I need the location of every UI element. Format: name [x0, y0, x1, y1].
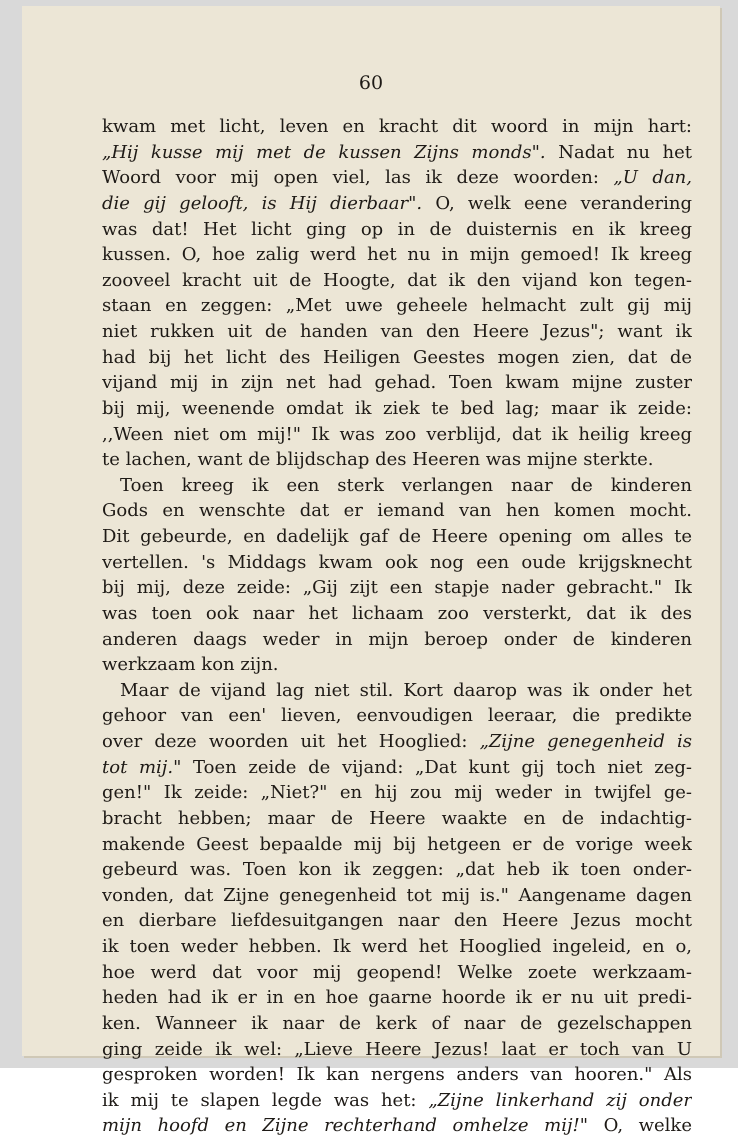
text-segment: ,,Ween niet om mij!" Ik was zoo verblijd, dat ik heilig kreeg: [102, 423, 692, 445]
text-line: [102, 908, 692, 934]
text-line: [102, 627, 692, 653]
text-segment: ik mij te slapen legde was het:: [102, 1089, 429, 1111]
text-segment: kwam met licht, leven en kracht dit woord in mijn hart:: [102, 116, 692, 137]
text-line: [102, 934, 692, 960]
text-segment: Gods en wenschte dat er iemand van hen komen mocht.: [102, 500, 692, 522]
text-line: [102, 370, 692, 396]
text-segment: was toen ook naar het lichaam zoo versterkt, dat ik des: [102, 602, 692, 624]
text-segment: Maar de vijand lag niet stil. Kort daarop was ik onder het: [120, 679, 692, 701]
text-line: [102, 140, 692, 166]
text-line: [102, 575, 692, 601]
text-line: [102, 1037, 692, 1063]
text-line: [102, 755, 692, 781]
text-segment: staan en zeggen: „Met uwe geheele helmacht zult gij mij: [102, 295, 692, 317]
text-line: [102, 550, 692, 576]
text-segment: gebeurd was. Toen kon ik zeggen: „dat heb ik toen onder-: [102, 859, 692, 881]
text-line: [102, 985, 692, 1011]
book-page: [22, 6, 720, 1137]
text-line: [102, 447, 692, 473]
text-segment: vertellen. 's Middags kwam ook nog een oude krijgsknecht: [102, 551, 692, 573]
text-line: [102, 114, 692, 140]
italic-text-segment: „Hij kusse mij met de kussen Zijns monds".: [102, 141, 546, 163]
text-segment: makende Geest bepaalde mij bij hetgeen er de vorige week: [102, 833, 692, 855]
italic-text-segment: mijn hoofd en Zijne rechterhand omhelze mij!": [102, 1115, 589, 1137]
text-segment: Woord voor mij open viel, las ik deze woorden:: [102, 167, 614, 189]
text-segment: gesproken worden! Ik kan nergens anders van hooren." Als: [102, 1064, 692, 1086]
text-line: [102, 806, 692, 832]
text-line: [102, 1113, 692, 1139]
text-line: [102, 345, 692, 371]
text-segment: bij mij, weenende omdat ik ziek te bed lag; maar ik zeide:: [102, 397, 692, 419]
text-segment: vijand mij in zijn net had gehad. Toen kwam mijne zuster: [102, 372, 692, 394]
text-line: [102, 165, 692, 191]
text-line: [102, 780, 692, 806]
text-line: [102, 242, 692, 268]
text-line: [102, 729, 692, 755]
text-segment: Toen kreeg ik een sterk verlangen naar de kinderen: [120, 474, 692, 496]
text-line: [102, 1088, 692, 1114]
text-line: [102, 652, 692, 678]
text-segment: niet rukken uit de handen van den Heere Jezus"; want ik: [102, 321, 692, 342]
body-text: [102, 114, 692, 1139]
text-line: [102, 293, 692, 319]
italic-text-segment: die gij gelooft, is Hij dierbaar".: [102, 192, 423, 214]
italic-text-segment: „U dan,: [613, 167, 692, 189]
italic-text-segment: „Zijne linkerhand zij onder: [428, 1089, 692, 1111]
text-line: [102, 703, 692, 729]
text-segment: heden had ik er in en hoe gaarne hoorde ik er nu uit predi-: [102, 987, 692, 1009]
text-segment: zooveel kracht uit de Hoogte, dat ik den vijand kon tegen-: [102, 269, 692, 291]
text-line: [102, 524, 692, 550]
text-segment: werkzaam kon zijn.: [102, 654, 279, 676]
text-line: [102, 601, 692, 627]
text-segment: was dat! Het licht ging op in de duisternis en ik kreeg: [102, 218, 692, 240]
text-line: [102, 498, 692, 524]
text-line: [102, 883, 692, 909]
italic-text-segment: tot mij.": [102, 756, 182, 778]
text-segment: Nadat nu het: [545, 141, 692, 163]
text-line: [102, 396, 692, 422]
text-segment: Dit gebeurde, en dadelijk gaf de Heere opening om alles te: [102, 526, 692, 547]
italic-text-segment: „Zijne genegenheid is: [479, 731, 692, 752]
text-segment: gehoor van een' lieven, eenvoudigen leeraar, die predikte: [102, 705, 692, 727]
text-segment: vonden, dat Zijne genegenheid tot mij is." Aangename dagen: [102, 884, 692, 906]
text-segment: gen!" Ik zeide: „Niet?" en hij zou mij weder in twijfel ge-: [102, 782, 692, 804]
text-line: [102, 1062, 692, 1088]
text-line: [102, 857, 692, 883]
text-segment: te lachen, want de blijdschap des Heeren was mijne sterkte.: [102, 449, 654, 471]
text-line: [102, 268, 692, 294]
text-segment: O, welk eene verandering: [422, 192, 692, 214]
text-segment: ik toen weder hebben. Ik werd het Hooglied ingeleid, en o,: [102, 936, 692, 957]
text-line: [102, 191, 692, 217]
text-line: [102, 422, 692, 448]
text-segment: anderen daags weder in mijn beroep onder de kinderen: [102, 628, 692, 650]
text-segment: bracht hebben; maar de Heere waakte en de indachtig-: [102, 807, 692, 829]
text-line: [102, 319, 692, 345]
page-number: 60: [358, 72, 384, 94]
text-segment: en dierbare liefdesuitgangen naar den Heere Jezus mocht: [102, 910, 692, 932]
text-segment: bij mij, deze zeide: „Gij zijt een stapje nader gebracht." Ik: [102, 577, 692, 599]
text-line: [102, 678, 692, 704]
text-line: [102, 473, 692, 499]
text-segment: over deze woorden uit het Hooglied:: [102, 731, 480, 752]
text-segment: ging zeide ik wel: „Lieve Heere Jezus! laat er toch van U: [102, 1038, 692, 1060]
text-line: [102, 960, 692, 986]
text-segment: kussen. O, hoe zalig werd het nu in mijn gemoed! Ik kreeg: [102, 244, 692, 266]
text-segment: ken. Wanneer ik naar de kerk of naar de gezelschappen: [102, 1012, 692, 1034]
text-line: [102, 832, 692, 858]
text-segment: O, welke: [588, 1115, 692, 1137]
text-segment: had bij het licht des Heiligen Geestes mogen zien, dat de: [102, 346, 692, 368]
text-line: [102, 1011, 692, 1037]
text-line: [102, 217, 692, 243]
text-segment: hoe werd dat voor mij geopend! Welke zoete werkzaam-: [102, 961, 692, 983]
text-segment: Toen zeide de vijand: „Dat kunt gij toch niet zeg-: [181, 756, 692, 778]
